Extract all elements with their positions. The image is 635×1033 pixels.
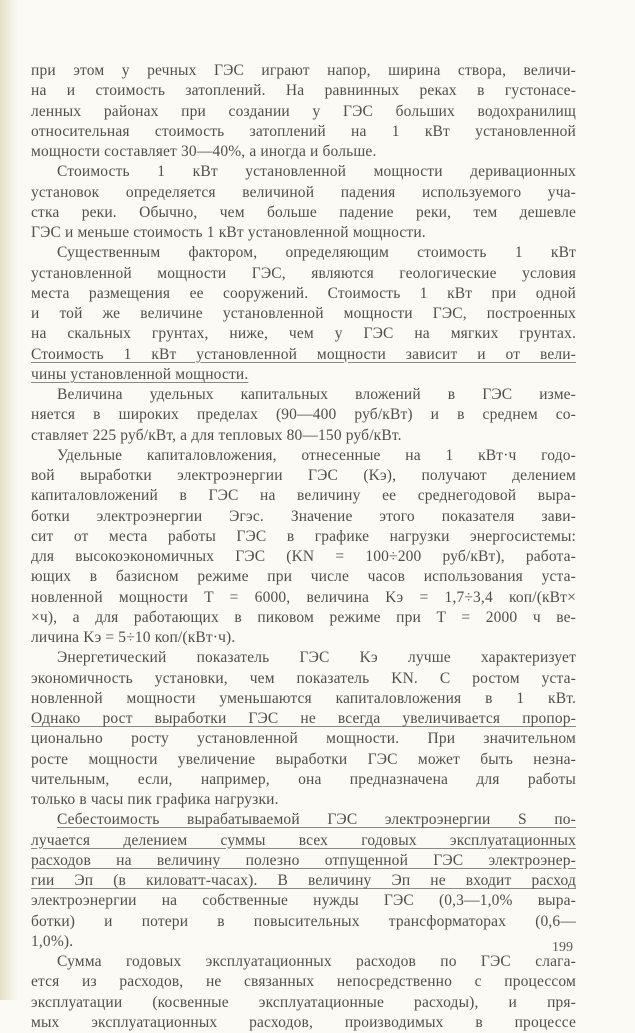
text-line: 1,0%). xyxy=(31,932,74,950)
text-line: ботки электроэнергии Эгэс. Значение этого показателя зави- xyxy=(31,507,576,525)
text-line: Существенным фактором, определяющим стоимость 1 кВт xyxy=(57,244,576,262)
text-line: при этом у речных ГЭС играют напор, ширина створа, величи- xyxy=(31,62,576,79)
text-line: ×ч), а для работающих в пиковом режиме при T = 2000 ч ве- xyxy=(31,608,576,626)
text-line: на и стоимость затоплений. На равнинных реках в густонасе- xyxy=(31,82,576,100)
text-line: только в часы пик графика нагрузки. xyxy=(31,791,279,808)
underlined-text-line: расходов на величину полезно отпущенной ГЭС электроэнер- xyxy=(31,851,576,869)
underlined-text-line: Себестоимость вырабатываемой ГЭС электроэнергии S по- xyxy=(57,811,576,829)
text-line: стка реки. Обычно, чем больше падение реки, тем дешевле xyxy=(31,203,576,221)
text-line: Стоимость 1 кВт установленной мощности деривационных xyxy=(57,163,576,181)
text-line: на скальных грунтах, ниже, чем у ГЭС на мягких грунтах. xyxy=(31,325,576,343)
paragraph-derivation-plants-cost xyxy=(31,162,576,243)
text-line: места размещения ее сооружений. Стоимость 1 кВт при одной xyxy=(31,284,576,302)
text-line: Сумма годовых эксплуатационных расходов по ГЭС слага- xyxy=(57,953,576,970)
text-line: сит от места работы ГЭС в графике нагрузки энергосистемы: xyxy=(31,527,576,545)
text-line: относительная стоимость затоплений на 1 кВт установленной xyxy=(31,122,576,140)
text-line: эксплуатации (косвенные эксплуатационные расходы), и пря- xyxy=(31,993,576,1011)
text-line: Энергетический показатель ГЭС Kэ лучше характеризует xyxy=(57,649,576,667)
text-line: чительным, если, например, она предназначена для работы xyxy=(31,770,576,788)
text-line: ГЭС и меньше стоимость 1 кВт установленной мощности. xyxy=(31,224,426,241)
text-line: капиталовложений в ГЭС на величину ее среднегодовой выра- xyxy=(31,487,576,505)
text-line: для высокоэкономичных ГЭС (KN = 100÷200 руб/кВт), работа- xyxy=(31,548,576,565)
text-line: ционально росту установленной мощности. При значительном xyxy=(31,730,576,748)
text-line: новленной мощности T = 6000, величина Kэ = 1,7÷3,4 коп/(кВт× xyxy=(31,588,576,606)
text-line: установок определяется величиной падения используемого уча- xyxy=(31,183,576,201)
text-line: ботки) и потери в повысительных трансформаторах (0,6— xyxy=(31,912,576,930)
underlined-text-line: Стоимость 1 кВт установленной мощности зависит и от вели- xyxy=(31,345,576,363)
text-line: Удельные капиталовложения, отнесенные на 1 кВт·ч годо- xyxy=(57,446,576,464)
paragraph-cost-price xyxy=(31,810,576,952)
page-number: 199 xyxy=(552,940,573,955)
text-line: Величина удельных капитальных вложений в ГЭС изме- xyxy=(57,386,576,403)
text-line: установленной мощности ГЭС, являются геологические условия xyxy=(31,264,576,282)
paragraph-specific-capital-investment xyxy=(31,385,576,446)
paragraph-geological-conditions xyxy=(31,243,576,385)
text-line: ется из расходов, не связанных непосредственно с процессом xyxy=(31,973,576,991)
text-line: мощности составляет 30—40%, а иногда и больше. xyxy=(31,143,377,160)
paragraph-operating-expenses xyxy=(31,952,576,1033)
paragraph-investment-per-kwh xyxy=(31,446,576,649)
underlined-text-line: Однако рост выработки ГЭС не всегда увеличивается пропор- xyxy=(31,710,576,727)
underlined-text-line: лучается делением суммы всех годовых эксплуатационных xyxy=(31,831,576,849)
text-line: няется в широких пределах (90—400 руб/кВт) и в среднем со- xyxy=(31,406,576,424)
book-spine-shadow xyxy=(0,0,18,1000)
underlined-text-line: гии Эп (в киловатт-часах). В величину Эп не входит расход xyxy=(31,872,576,889)
text-line: ленных районах при создании у ГЭС больших водохранилищ xyxy=(31,102,576,120)
text-line: экономичность установки, чем показатель KN. С ростом уста- xyxy=(31,669,576,687)
text-line: росте мощности увеличение выработки ГЭС может быть незна- xyxy=(31,750,576,768)
text-line: электроэнергии на собственные нужды ГЭС (0,3—1,0% выра- xyxy=(31,892,576,910)
book-page-text xyxy=(31,61,576,1033)
paragraph-head-and-flooding-costs xyxy=(31,61,576,162)
paragraph-energy-indicator xyxy=(31,648,576,810)
text-line: ющих в базисном режиме при числе часов использования уста- xyxy=(31,568,576,586)
text-line: личина Kэ = 5÷10 коп/(кВт·ч). xyxy=(31,629,236,646)
text-line: вой выработки электроэнергии ГЭС (Kэ), получают делением xyxy=(31,467,576,484)
text-line: новленной мощности уменьшаются капиталовложения в 1 кВт. xyxy=(31,689,576,707)
text-line: мых эксплуатационных расходов, производимых в процессе xyxy=(31,1013,576,1031)
text-line: ставляет 225 руб/кВт, а для тепловых 80—150 руб/кВт. xyxy=(31,426,402,444)
underlined-text-line: чины установленной мощности. xyxy=(31,365,249,383)
text-line: и той же величине установленной мощности ГЭС, построенных xyxy=(31,305,576,322)
